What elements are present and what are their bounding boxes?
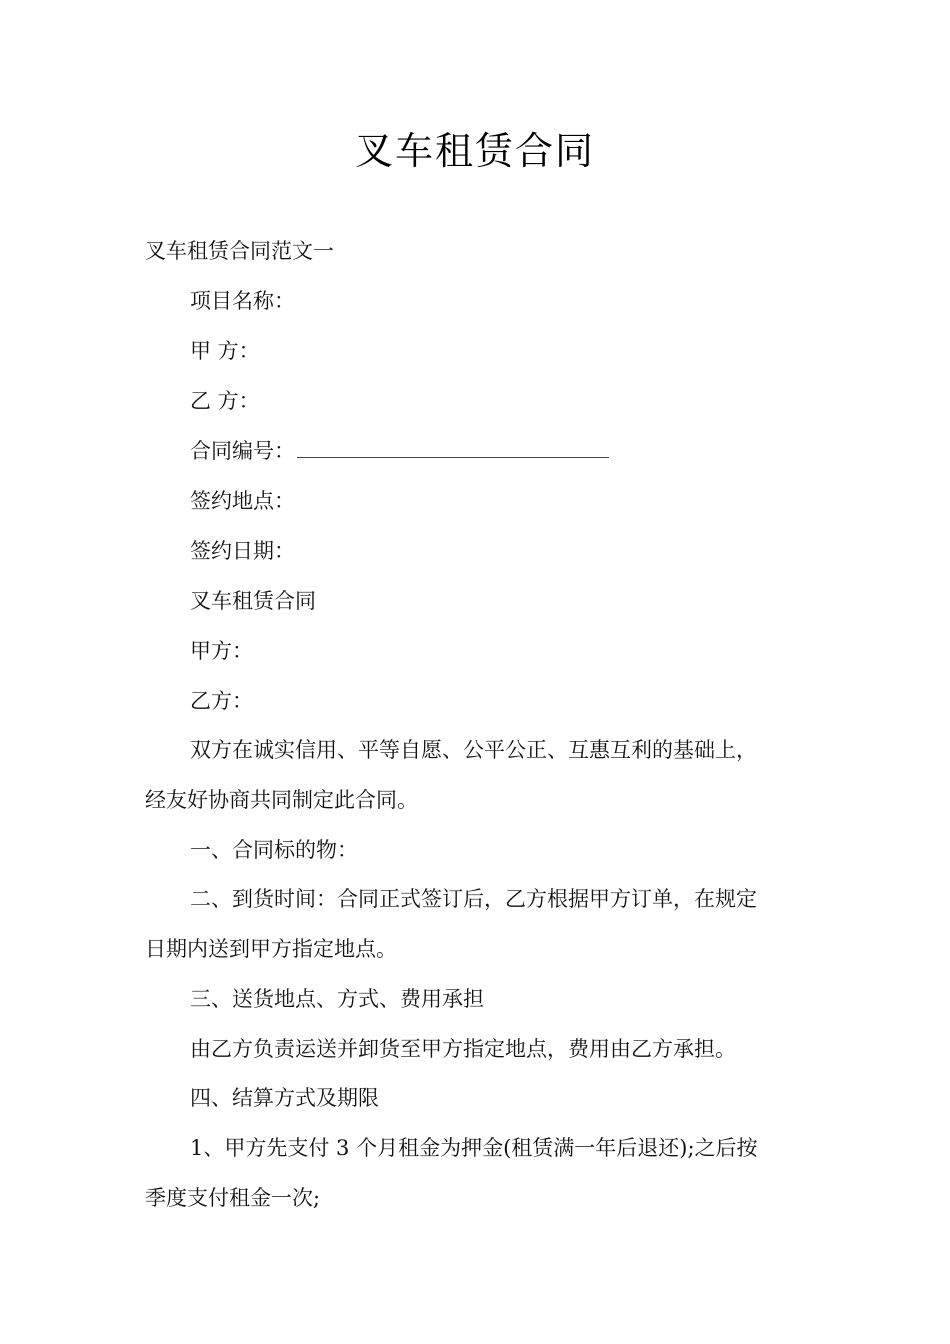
intro-paragraph-line-1: 双方在诚实信用、平等自愿、公平公正、互惠互利的基础上， (190, 738, 757, 762)
clause-2-line-2: 日期内送到甲方指定地点。 (145, 937, 397, 961)
clause-4-heading: 四、结算方式及期限 (190, 1086, 379, 1110)
document-subtitle: 叉车租赁合同范文一 (145, 239, 334, 263)
party-a-line: 甲方： (190, 639, 253, 663)
document-title: 叉车租赁合同 (354, 129, 595, 173)
clause-3-heading: 三、送货地点、方式、费用承担 (190, 987, 484, 1011)
clause-4-item-1-line-2: 季度支付租金一次; (145, 1186, 321, 1210)
clause-3-body: 由乙方负责运送并卸货至甲方指定地点，费用由乙方承担。 (190, 1037, 736, 1061)
contract-number-blank (297, 437, 609, 458)
field-contract-number (190, 436, 609, 466)
field-party-a: 甲 方： (190, 339, 260, 363)
clause-2-line-1: 二、到货时间：合同正式签订后，乙方根据甲方订单，在规定 (190, 887, 757, 911)
contract-number-label: 合同编号： (190, 439, 295, 463)
field-party-b: 乙 方： (190, 389, 260, 413)
clause-4-item-1-line-1: 1、甲方先支付 3 个月租金为押金(租赁满一年后退还);之后按 (190, 1136, 758, 1160)
field-project-name: 项目名称： (190, 289, 295, 313)
party-b-line: 乙方： (190, 689, 253, 713)
contract-heading: 叉车租赁合同 (190, 589, 316, 613)
field-sign-date: 签约日期： (190, 539, 295, 563)
intro-paragraph-line-2: 经友好协商共同制定此合同。 (145, 788, 418, 812)
clause-1: 一、合同标的物： (190, 838, 358, 862)
field-sign-place: 签约地点： (190, 489, 295, 513)
